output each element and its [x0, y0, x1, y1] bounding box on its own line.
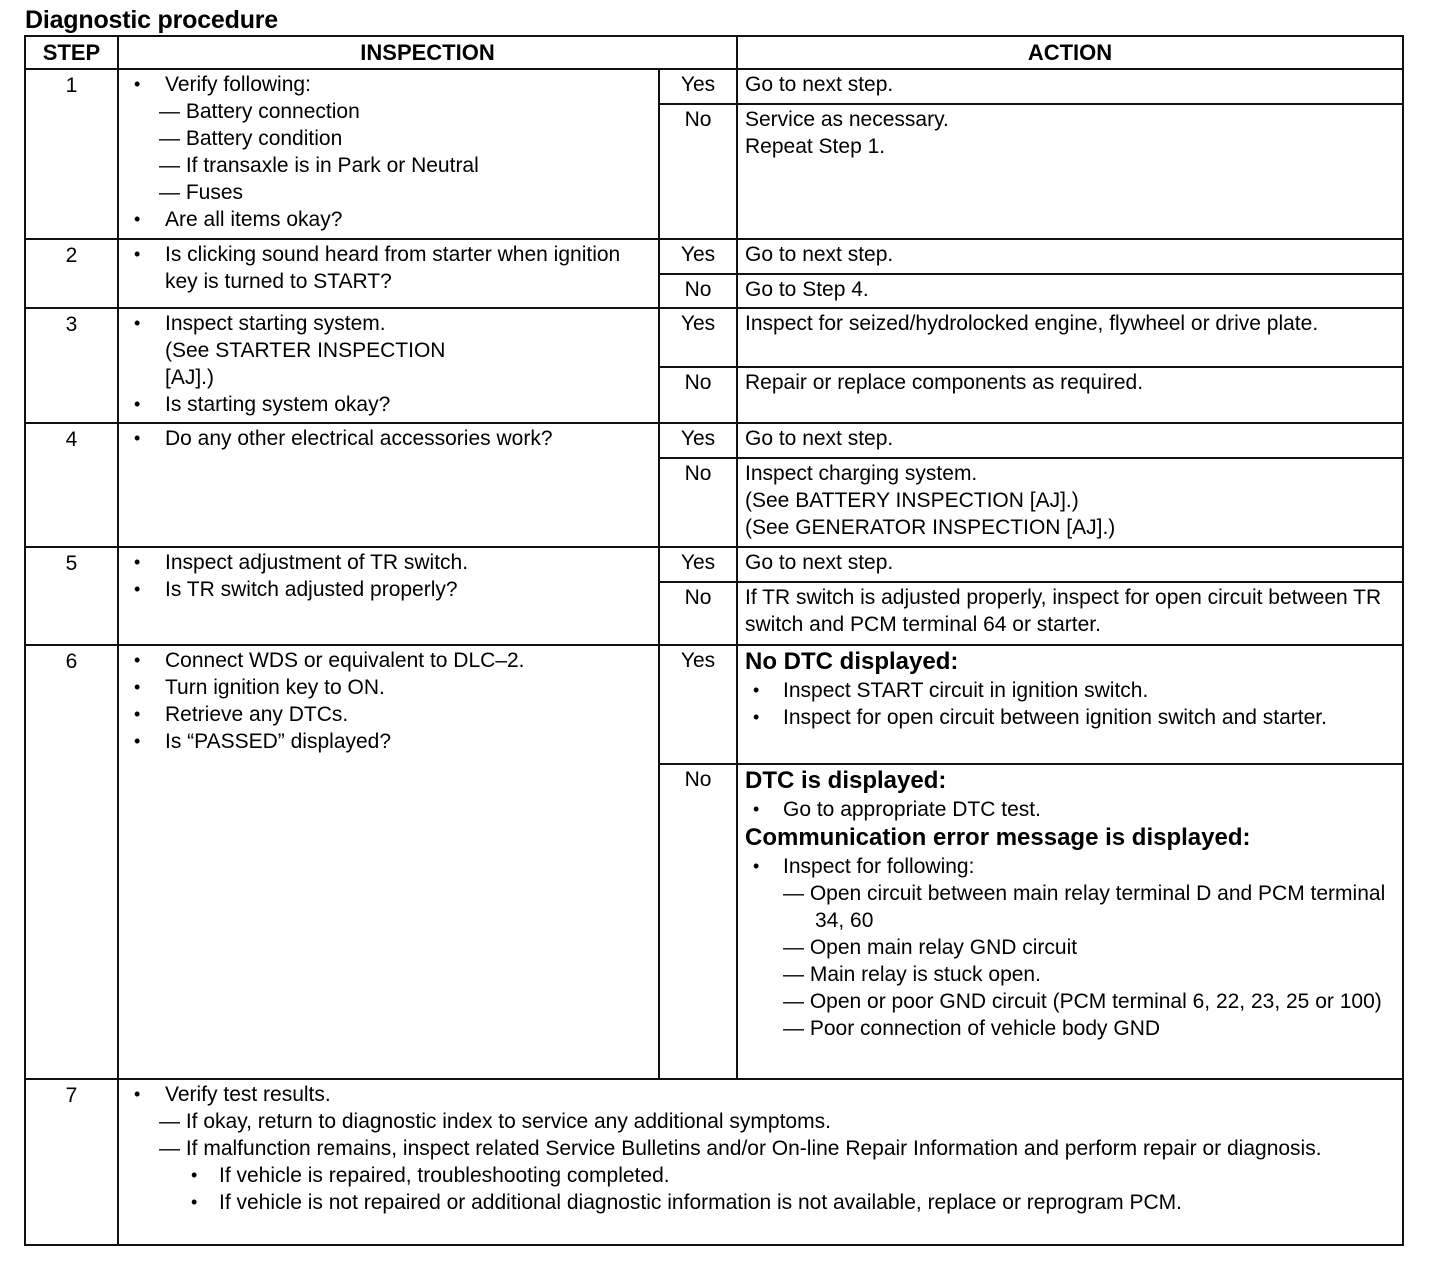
- action-item: • Go to appropriate DTC test.: [745, 796, 1396, 823]
- no-label: No: [659, 367, 737, 423]
- inspection-item: • Inspect adjustment of TR switch.: [129, 549, 652, 576]
- yes-action: Go to next step.: [737, 69, 1403, 104]
- inspection-item: • Is starting system okay?: [129, 391, 652, 418]
- table-row: [25, 423, 1403, 458]
- yes-label: Yes: [659, 69, 737, 104]
- step-number: 4: [25, 423, 118, 547]
- step-inspection: [118, 423, 659, 547]
- inspection-item: • Connect WDS or equivalent to DLC–2.: [129, 647, 652, 674]
- inspection-continuation: (See STARTER INSPECTION: [165, 339, 446, 362]
- inspection-item: • Verify test results.: [129, 1081, 1396, 1108]
- action-line: (See BATTERY INSPECTION [AJ].): [745, 489, 1079, 512]
- step-inspection: [118, 308, 659, 423]
- action-line: (See GENERATOR INSPECTION [AJ].): [745, 516, 1116, 539]
- no-action: Repair or replace components as required.: [737, 367, 1403, 423]
- step-number: 3: [25, 308, 118, 423]
- action-line: Repeat Step 1.: [745, 135, 886, 158]
- yes-label: Yes: [659, 308, 737, 367]
- yes-action: Go to next step.: [737, 423, 1403, 458]
- action-subitem: — Open circuit between main relay terminal D and PCM terminal 34, 60: [783, 882, 1386, 932]
- inspection-item: • Are all items okay?: [129, 206, 652, 233]
- no-action: [737, 764, 1403, 1079]
- no-action: Go to Step 4.: [737, 274, 1403, 308]
- inspection-subbullet: • If vehicle is not repaired or additional diagnostic information is not available, replace or reprogram PCM.: [129, 1189, 1396, 1216]
- action-subitem: — Open or poor GND circuit (PCM terminal 6, 22, 23, 25 or 100): [783, 990, 1382, 1013]
- yes-label: Yes: [659, 423, 737, 458]
- step-number: 7: [25, 1079, 118, 1245]
- inspection-item: • Do any other electrical accessories work?: [129, 425, 652, 452]
- yes-label: Yes: [659, 547, 737, 582]
- step-number: 1: [25, 69, 118, 239]
- inspection-item: • Turn ignition key to ON.: [129, 674, 652, 701]
- no-action: If TR switch is adjusted properly, inspect for open circuit between TR switch and PCM terminal 64 or starter.: [737, 582, 1403, 645]
- no-action: [737, 458, 1403, 547]
- step-number: 5: [25, 547, 118, 645]
- table-row: [25, 308, 1403, 367]
- action-heading: Communication error message is displayed:: [745, 824, 1251, 851]
- page-title: Diagnostic procedure: [25, 6, 278, 34]
- step-inspection: [118, 1079, 1403, 1245]
- inspection-item: • Retrieve any DTCs.: [129, 701, 652, 728]
- action-subitem: — Open main relay GND circuit: [783, 936, 1078, 959]
- diagnostic-table: [24, 35, 1404, 1246]
- inspection-subitem: — If okay, return to diagnostic index to service any additional symptoms.: [159, 1110, 831, 1133]
- header-row: [25, 36, 1403, 69]
- step-number: 2: [25, 239, 118, 308]
- table-row: [25, 547, 1403, 582]
- inspection-subitem: — Battery connection: [159, 100, 360, 123]
- action-item: • Inspect for open circuit between ignition switch and starter.: [745, 704, 1396, 731]
- step-number: 6: [25, 645, 118, 1079]
- inspection-continuation: [AJ].): [165, 366, 215, 389]
- yes-action: Inspect for seized/hydrolocked engine, flywheel or drive plate.: [737, 308, 1403, 367]
- step-inspection: [118, 69, 659, 239]
- table-row: [25, 1079, 1403, 1245]
- action-item: • Inspect for following:: [745, 853, 1396, 880]
- step-inspection: [118, 239, 659, 308]
- inspection-subitem: — Battery condition: [159, 127, 343, 150]
- yes-action: [737, 645, 1403, 764]
- yes-action: Go to next step.: [737, 547, 1403, 582]
- inspection-item: • Is TR switch adjusted properly?: [129, 576, 652, 603]
- inspection-item: • Is clicking sound heard from starter when ignition key is turned to START?: [129, 241, 652, 295]
- table-row: [25, 69, 1403, 104]
- inspection-item: • Inspect starting system.: [129, 310, 652, 337]
- yes-label: Yes: [659, 645, 737, 764]
- inspection-subitem: — If transaxle is in Park or Neutral: [159, 154, 479, 177]
- header-step: STEP: [25, 36, 118, 69]
- table-row: [25, 645, 1403, 764]
- no-label: No: [659, 274, 737, 308]
- action-line: Inspect charging system.: [745, 462, 978, 485]
- table-row: [25, 239, 1403, 274]
- inspection-item: • Is “PASSED” displayed?: [129, 728, 652, 755]
- inspection-item: • Verify following:: [129, 71, 652, 98]
- action-subitem: — Poor connection of vehicle body GND: [783, 1017, 1161, 1040]
- action-line: Service as necessary.: [745, 108, 949, 131]
- step-inspection: [118, 645, 659, 1079]
- header-inspection: INSPECTION: [118, 36, 737, 69]
- no-label: No: [659, 104, 737, 239]
- action-item: • Inspect START circuit in ignition switch.: [745, 677, 1396, 704]
- inspection-subbullet: • If vehicle is repaired, troubleshooting completed.: [129, 1162, 1396, 1189]
- inspection-subitem: — If malfunction remains, inspect related Service Bulletins and/or On-line Repair Information and perform repair or diagnosis.: [159, 1137, 1322, 1160]
- action-heading: DTC is displayed:: [745, 767, 947, 794]
- no-label: No: [659, 764, 737, 1079]
- no-label: No: [659, 582, 737, 645]
- action-subitem: — Main relay is stuck open.: [783, 963, 1041, 986]
- header-action: ACTION: [737, 36, 1403, 69]
- yes-label: Yes: [659, 239, 737, 274]
- yes-action: Go to next step.: [737, 239, 1403, 274]
- no-label: No: [659, 458, 737, 547]
- step-inspection: [118, 547, 659, 645]
- no-action: [737, 104, 1403, 239]
- inspection-subitem: — Fuses: [159, 181, 244, 204]
- action-heading: No DTC displayed:: [745, 648, 959, 675]
